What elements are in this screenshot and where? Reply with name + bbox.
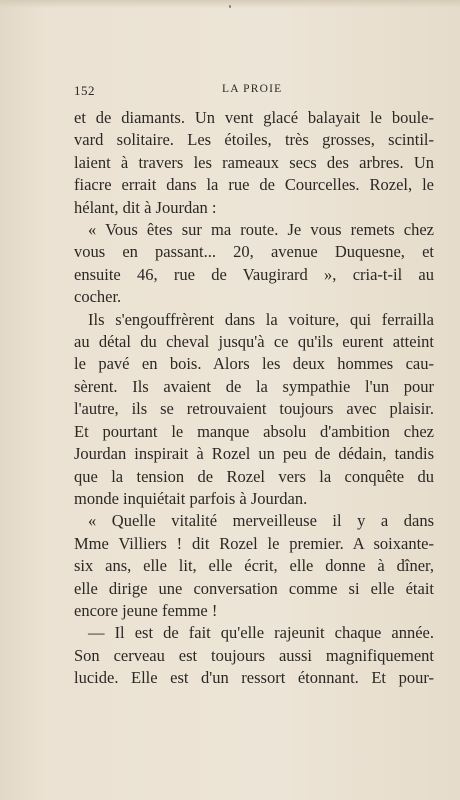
body-text	[74, 107, 434, 690]
text-line: l'autre, ils se retrouvaient toujours avec plaisir.	[74, 399, 434, 419]
text-line: cocher.	[74, 287, 122, 307]
text-line: que la tension de Rozel vers la conquête du	[74, 466, 434, 486]
text-line: Ils s'engouffrèrent dans la voiture, qui ferrailla	[88, 309, 434, 329]
text-line: ensuite 46, rue de Vaugirard », cria-t-il au	[74, 264, 434, 284]
text-line: vous en passant... 20, avenue Duquesne, et	[74, 242, 434, 262]
text-line: vard solitaire. Les étoiles, très grosses, scintil-	[74, 130, 434, 150]
text-line: au détal du cheval jusqu'à ce qu'ils eurent atteint	[74, 332, 434, 352]
running-head: LA PROIE	[222, 83, 283, 95]
text-line: hélant, dit à Jourdan :	[74, 197, 217, 217]
text-line: Jourdan inspirait à Rozel un peu de dédain, tandis	[74, 444, 434, 464]
text-line: fiacre errait dans la rue de Courcelles. Rozel, le	[74, 175, 434, 195]
text-line: « Quelle vitalité merveilleuse il y a dans	[88, 511, 434, 531]
text-line: monde inquiétait parfois à Jourdan.	[74, 488, 308, 508]
scan-speck	[229, 5, 231, 8]
text-line: et de diamants. Un vent glacé balayait le boule-	[74, 108, 434, 127]
text-line: laient à travers les rameaux secs des arbres. Un	[74, 152, 434, 172]
page-number: 152	[74, 83, 95, 98]
text-line: Son cerveau est toujours aussi magnifiquement	[74, 645, 434, 665]
text-line: le pavé en bois. Alors les deux hommes cau-	[74, 354, 434, 374]
page-header	[74, 83, 430, 99]
text-line: Et pourtant le manque absolu d'ambition chez	[74, 421, 434, 441]
text-line: — Il est de fait qu'elle rajeunit chaque année.	[88, 623, 434, 643]
text-line: sèrent. Ils avaient de la sympathie l'un pour	[74, 376, 434, 396]
text-line: « Vous êtes sur ma route. Je vous remets chez	[88, 220, 434, 240]
text-line: Mme Villiers ! dit Rozel le premier. A soixante-	[74, 533, 434, 553]
text-line: lucide. Elle est d'un ressort étonnant. Et pour-	[74, 668, 434, 688]
text-line: elle dirige une conversation comme si elle était	[74, 578, 434, 598]
text-line: encore jeune femme !	[74, 600, 218, 620]
text-line: six ans, elle lit, elle écrit, elle donne à dîner,	[74, 556, 434, 576]
